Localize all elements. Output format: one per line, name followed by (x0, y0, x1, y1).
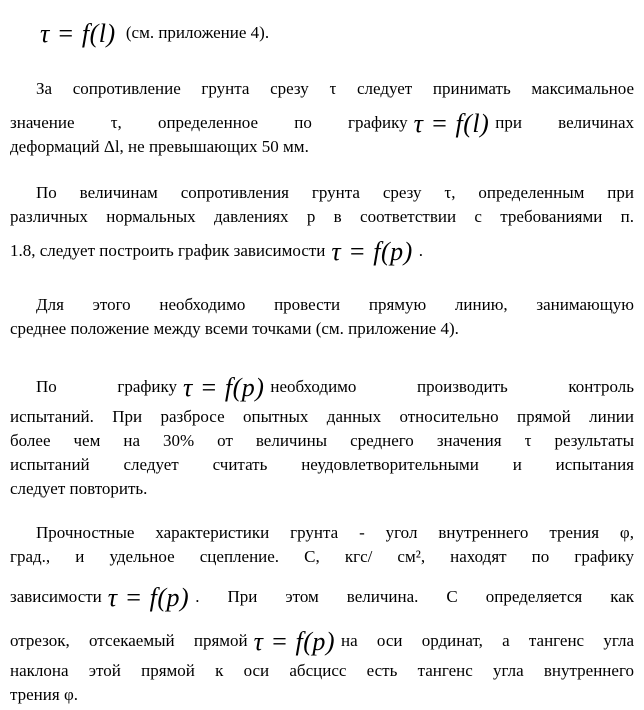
text: зависимости (10, 587, 102, 606)
text: (см. приложение 4). (125, 23, 270, 42)
text: на оси ординат, а тангенс угла (341, 631, 634, 650)
formula: τ = f(p) (107, 583, 190, 613)
paragraph-line: По величинам сопротивления грунта срезу τ, определенным при (36, 183, 634, 202)
text: . (418, 241, 424, 260)
paragraph-line: деформаций Δl, не превышающих 50 мм. (10, 137, 309, 156)
text: . При этом величина. С определяется как (195, 587, 634, 606)
paragraph-line: более чем на 30% от величины среднего значения τ результаты (10, 431, 634, 450)
paragraph-line: среднее положение между всеми точками (см. приложение 4). (10, 319, 459, 338)
paragraph-line-with-formula (36, 373, 634, 403)
paragraph-line: Прочностные характеристики грунта - угол внутреннего трения φ, (36, 523, 634, 542)
paragraph-line-with-formula (10, 627, 634, 657)
paragraph-line: следует повторить. (10, 479, 148, 498)
formula-line (34, 19, 644, 49)
text: значение τ, определенное по графику (10, 113, 408, 132)
text: необходимо производить контроль (270, 377, 634, 396)
text: отрезок, отсекаемый прямой (10, 631, 248, 650)
paragraph-line: Для этого необходимо провести прямую линию, занимающую (36, 295, 634, 314)
paragraph-line: За сопротивление грунта срезу τ следует принимать максимальное (36, 79, 634, 98)
paragraph-line-with-formula (10, 583, 634, 613)
paragraph-line-with-formula (10, 109, 634, 139)
formula: τ = f(p) (331, 237, 413, 267)
text: По графику (36, 377, 178, 396)
paragraph-line: трения φ. (10, 685, 79, 704)
paragraph-line: испытаний. При разбросе опытных данных относительно прямой линии (10, 407, 634, 426)
formula: τ = f(p) (253, 627, 336, 657)
formula: τ = f(l) (40, 19, 116, 49)
paragraph-line-with-formula (10, 237, 634, 267)
text: 1.8, следует построить график зависимости (10, 241, 326, 260)
text: при величинах (495, 113, 634, 132)
paragraph-line: различных нормальных давлениях р в соответствии с требованиями п. (10, 207, 634, 226)
formula: τ = f(l) (413, 109, 490, 139)
paragraph-line: наклона этой прямой к оси абсцисс есть тангенс угла внутреннего (10, 661, 634, 680)
paragraph-line: испытаний следует считать неудовлетворительными и испытания (10, 455, 634, 474)
paragraph-line: град., и удельное сцепление. С, кгс/ см², находят по графику (10, 547, 634, 566)
formula: τ = f(p) (183, 373, 265, 403)
